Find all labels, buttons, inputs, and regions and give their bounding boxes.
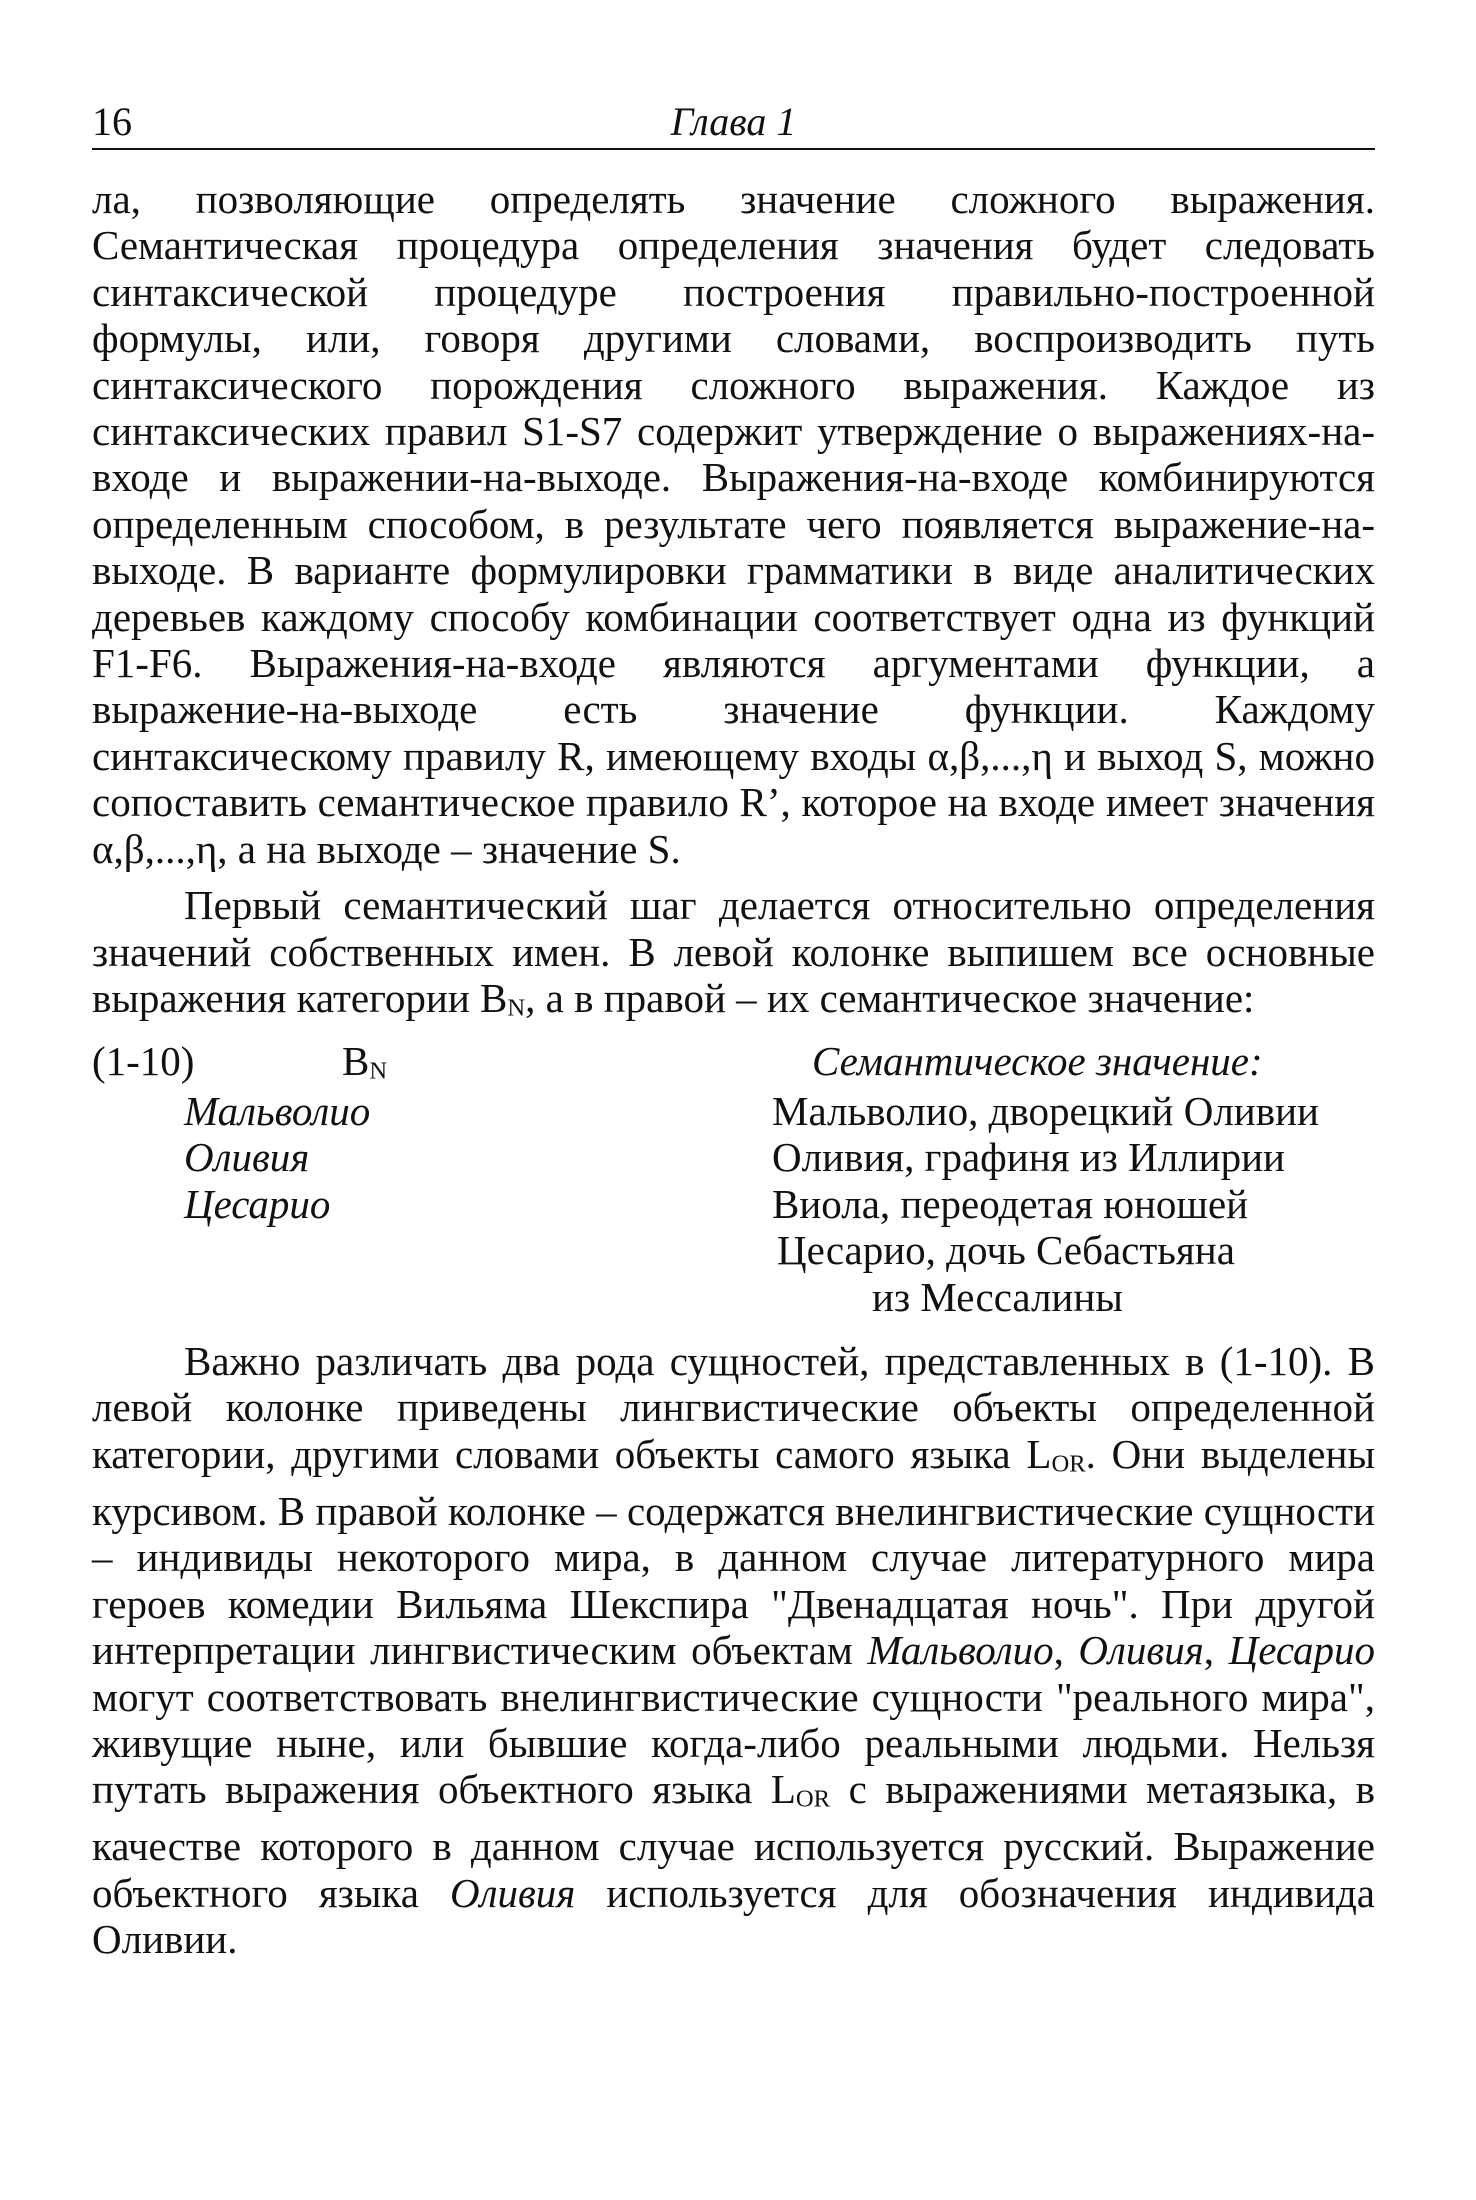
right-column-header: Семантическое значение: xyxy=(812,1038,1263,1084)
page-number: 16 xyxy=(92,99,132,144)
paragraph-3-text: с выражениями метаязыка, в качестве которого в данном случае используется русский. Выражение объектного языка xyxy=(92,1766,1375,1916)
paragraph-3-text: Важно различать два рода сущностей, представленных в (1-10). В левой колонке приведены лингвистические объекты определенной категории, другими словами объекты самого языка L xyxy=(92,1338,1375,1477)
table-row-right: Оливия, графиня из Иллирии xyxy=(772,1134,1285,1181)
paragraph-3-text: , xyxy=(1053,1627,1079,1674)
table-row-right: из Мессалины xyxy=(872,1273,1123,1320)
category-symbol: B xyxy=(342,1038,370,1084)
left-column xyxy=(184,1088,370,1227)
table-row-left: Цесарио xyxy=(184,1180,331,1227)
table-row-right: Цесарио, дочь Себастьяна xyxy=(777,1227,1235,1274)
names-table xyxy=(92,1038,1375,1338)
paragraph-3-text: . Они выделены курсивом. В правой колонке – содержатся внелингвистические сущности – индивиды некоторого мира, в данном случае литературного мира героев комедии Вильяма Шекспира "Двенадцатая ночь". При другой интерпретации лингвистическим объектам xyxy=(92,1430,1375,1674)
page-body xyxy=(92,176,1375,1963)
right-column xyxy=(772,1088,1375,1320)
subscript-n: N xyxy=(507,994,526,1022)
italic-term: Оливия xyxy=(449,1869,576,1916)
paragraph-2 xyxy=(92,882,1375,1032)
paragraph-2-tail: , а в правой – их семантическое значение: xyxy=(525,974,1255,1021)
paragraph-1: ла, позволяющие определять значение сложного выражения. Семантическая процедура определения значения будет следовать синтаксической процедуре построения правильно-построенной формулы, или, говоря другими словами, воспроизводить путь синтаксического порождения сложного выражения. Каждое из синтаксических правил S1-S7 содержит утверждение о выражениях-на-входе и выражении-на-выходе. Выражения-на-входе комбинируются определенным способом, в результате чего появляется выражение-на-выходе. В варианте формулировки грамматики в виде аналитических деревьев каждому способу комбинации соответствует одна из функций F1-F6. Выражения-на-входе являются аргументами функции, а выражение-на-выходе есть значение функции. Каждому синтаксическому правилу R, имеющему входы α,β,...,η и выход S, можно сопоставить семантическое правило R’, которое на входе имеет значения α,β,...,η, а на выходе – значение S. xyxy=(92,176,1375,872)
table-row-right: Мальволио, дворецкий Оливии xyxy=(772,1088,1319,1134)
paragraph-3-text: , xyxy=(1203,1627,1229,1674)
chapter-title: Глава 1 xyxy=(670,99,797,144)
table-row-left: Мальволио xyxy=(184,1088,371,1134)
subscript-or: OR xyxy=(795,1786,831,1814)
paragraph-3-text: используется для обозначения индивида Оливии. xyxy=(92,1869,1375,1963)
left-column-header xyxy=(342,1038,387,1095)
table-row-right: Виола, переодетая юношей xyxy=(772,1180,1249,1227)
category-subscript: N xyxy=(369,1057,388,1085)
subscript-or: OR xyxy=(1051,1450,1086,1478)
paragraph-2-text: Первый семантический шаг делается относительно определения значений собственных имен. В левой колонке выпишем все основные выражения категории B xyxy=(92,882,1375,1021)
example-label: (1-10) xyxy=(92,1038,195,1084)
italic-term: Мальволио xyxy=(867,1627,1054,1674)
page-header xyxy=(92,98,1375,150)
italic-term: Цесарио xyxy=(1228,1627,1375,1674)
paragraph-3 xyxy=(92,1338,1375,1963)
italic-term: Оливия xyxy=(1078,1627,1204,1674)
paragraph-3-text: могут соответствовать внелингвистические сущности "реального мира", живущие ныне, или бывшие когда-либо реальными людьми. Нельзя путать выражения объектного языка L xyxy=(92,1673,1375,1813)
table-row-left: Оливия xyxy=(184,1134,310,1181)
